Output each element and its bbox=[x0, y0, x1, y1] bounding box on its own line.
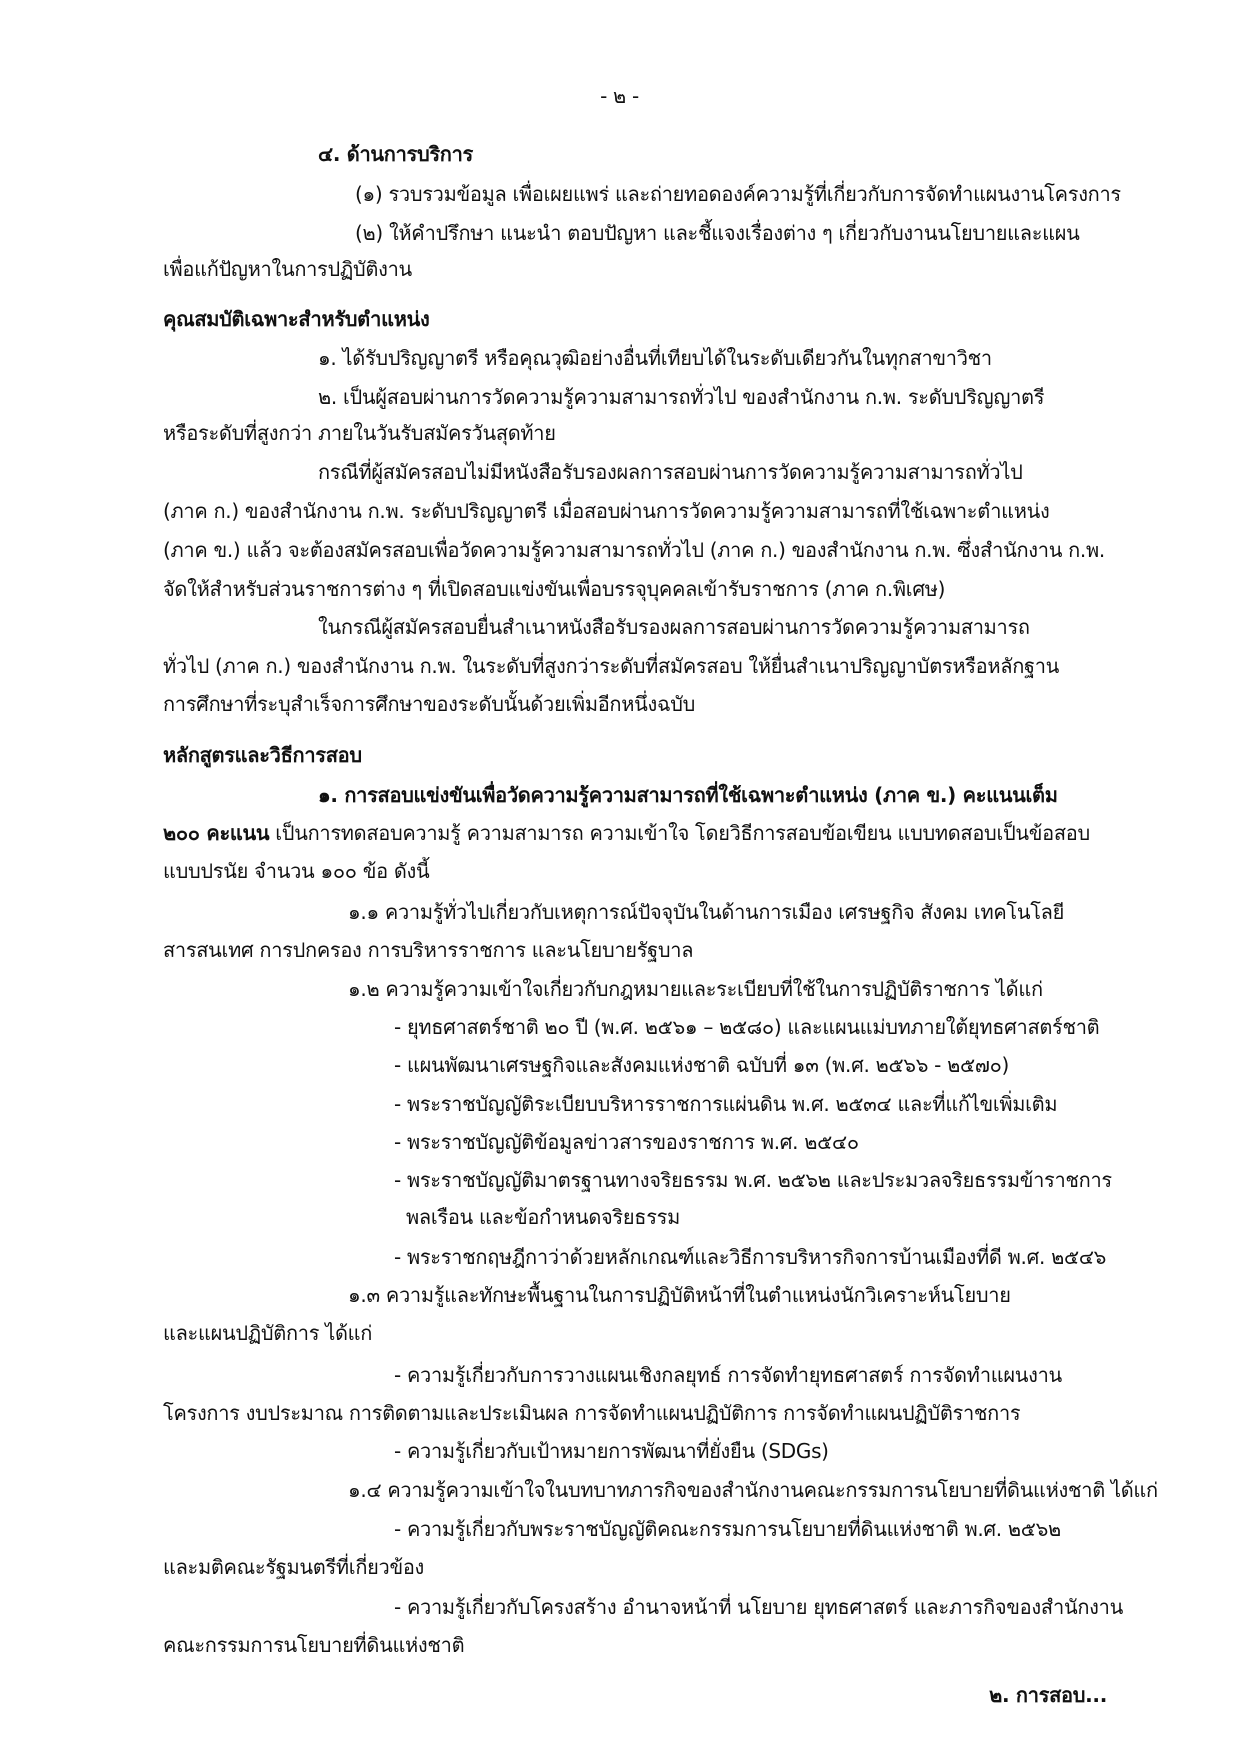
continuation-marker: ๒. การสอบ... bbox=[989, 1683, 1107, 1707]
section-4-item-1: (๑) รวบรวมข้อมูล เพื่อเผยแพร่ และถ่ายทอดองค์ความรู้ที่เกี่ยวกับการจัดทำแผนงานโครงการ bbox=[355, 182, 1121, 206]
law-item-5-continued: พลเรือน และข้อกำหนดจริยธรรม bbox=[406, 1205, 680, 1229]
qualification-para-2-line-1: ในกรณีผู้สมัครสอบยื่นสำเนาหนังสือรับรองผลการสอบผ่านการวัดความรู้ความสามารถ bbox=[318, 615, 1030, 639]
subsection-1-3-line-2: และแผนปฏิบัติการ ได้แก่ bbox=[163, 1321, 373, 1345]
subsection-1-2: ๑.๒ ความรู้ความเข้าใจเกี่ยวกับกฎหมายและระเบียบที่ใช้ในการปฏิบัติราชการ ได้แก่ bbox=[348, 977, 1043, 1001]
qualification-para-1-line-3: (ภาค ข.) แล้ว จะต้องสมัครสอบเพื่อวัดความรู้ความสามารถทั่วไป (ภาค ก.) ของสำนักงาน ก.พ. ซึ่งสำนักงาน ก.พ. bbox=[163, 538, 1105, 562]
qualification-item-2-line-2: หรือระดับที่สูงกว่า ภายในวันรับสมัครวันสุดท้าย bbox=[163, 421, 556, 445]
law-item-3: - พระราชบัญญัติระเบียบบริหารราชการแผ่นดิน พ.ศ. ๒๕๓๔ และที่แก้ไขเพิ่มเติม bbox=[394, 1092, 1058, 1116]
curriculum-item-1-line-2 bbox=[163, 819, 1090, 847]
law-item-4: - พระราชบัญญัติข้อมูลข่าวสารของราชการ พ.ศ. ๒๕๔๐ bbox=[394, 1130, 859, 1154]
qualification-para-2-line-3: การศึกษาที่ระบุสำเร็จการศึกษาของระดับนั้นด้วยเพิ่มอีกหนึ่งฉบับ bbox=[163, 692, 696, 716]
subsection-1-3-line-1: ๑.๓ ความรู้และทักษะพื้นฐานในการปฏิบัติหน้าที่ในตำแหน่งนักวิเคราะห์นโยบาย bbox=[348, 1283, 1011, 1307]
curriculum-item-1-line-2-rest: เป็นการทดสอบความรู้ ความสามารถ ความเข้าใจ โดยวิธีการสอบข้อเขียน แบบทดสอบเป็นข้อสอบ bbox=[269, 821, 1090, 845]
subsection-1-4-item-2-line-2: คณะกรรมการนโยบายที่ดินแห่งชาติ bbox=[163, 1633, 465, 1657]
curriculum-heading: หลักสูตรและวิธีการสอบ bbox=[163, 743, 362, 767]
page-number: - ๒ - bbox=[600, 84, 639, 108]
subsection-1-3-item-1-line-1: - ความรู้เกี่ยวกับการวางแผนเชิงกลยุทธ์ การจัดทำยุทธศาสตร์ การจัดทำแผนงาน bbox=[394, 1363, 1062, 1387]
law-item-5: - พระราชบัญญัติมาตรฐานทางจริยธรรม พ.ศ. ๒๕๖๒ และประมวลจริยธรรมข้าราชการ bbox=[394, 1168, 1112, 1192]
qualification-item-1: ๑. ได้รับปริญญาตรี หรือคุณวุฒิอย่างอื่นที่เทียบได้ในระดับเดียวกันในทุกสาขาวิชา bbox=[318, 346, 992, 370]
law-item-1: - ยุทธศาสตร์ชาติ ๒๐ ปี (พ.ศ. ๒๕๖๑ – ๒๕๘๐) และแผนแม่บทภายใต้ยุทธศาสตร์ชาติ bbox=[394, 1015, 1100, 1039]
subsection-1-4-item-2-line-1: - ความรู้เกี่ยวกับโครงสร้าง อำนาจหน้าที่ นโยบาย ยุทธศาสตร์ และภารกิจของสำนักงาน bbox=[394, 1595, 1123, 1619]
subsection-1-4-item-1-line-2: และมติคณะรัฐมนตรีที่เกี่ยวข้อง bbox=[163, 1555, 425, 1579]
curriculum-item-1-line-3: แบบปรนัย จำนวน ๑๐๐ ข้อ ดังนี้ bbox=[163, 859, 430, 883]
qualification-para-2-line-2: ทั่วไป (ภาค ก.) ของสำนักงาน ก.พ. ในระดับที่สูงกว่าระดับที่สมัครสอบ ให้ยื่นสำเนาปริญญาบัตรหรือหลักฐาน bbox=[163, 654, 1060, 678]
qualification-para-1-line-4: จัดให้สำหรับส่วนราชการต่าง ๆ ที่เปิดสอบแข่งขันเพื่อบรรจุบุคคลเข้ารับราชการ (ภาค ก.พิเศษ) bbox=[163, 577, 946, 601]
law-item-6: - พระราชกฤษฎีกาว่าด้วยหลักเกณฑ์และวิธีการบริหารกิจการบ้านเมืองที่ดี พ.ศ. ๒๕๔๖ bbox=[394, 1245, 1107, 1269]
qualification-item-2-line-1: ๒. เป็นผู้สอบผ่านการวัดความรู้ความสามารถทั่วไป ของสำนักงาน ก.พ. ระดับปริญญาตรี bbox=[318, 385, 1045, 409]
full-score-label: ๒๐๐ คะแนน bbox=[163, 821, 270, 845]
subsection-1-1-line-2: สารสนเทศ การปกครอง การบริหารราชการ และนโยบายรัฐบาล bbox=[163, 938, 694, 962]
subsection-1-4: ๑.๔ ความรู้ความเข้าใจในบทบาทภารกิจของสำนักงานคณะกรรมการนโยบายที่ดินแห่งชาติ ได้แก่ bbox=[348, 1478, 1158, 1502]
qualifications-heading: คุณสมบัติเฉพาะสำหรับตำแหน่ง bbox=[163, 307, 430, 331]
qualification-para-1-line-2: (ภาค ก.) ของสำนักงาน ก.พ. ระดับปริญญาตรี เมื่อสอบผ่านการวัดความรู้ความสามารถที่ใช้เฉพาะตำแหน่ง bbox=[163, 499, 1050, 523]
law-item-2: - แผนพัฒนาเศรษฐกิจและสังคมแห่งชาติ ฉบับที่ ๑๓ (พ.ศ. ๒๕๖๖ - ๒๕๗๐) bbox=[394, 1053, 1009, 1077]
curriculum-item-1-line-1: ๑. การสอบแข่งขันเพื่อวัดความรู้ความสามารถที่ใช้เฉพาะตำแหน่ง (ภาค ข.) คะแนนเต็ม bbox=[318, 783, 1058, 807]
section-4-item-2-line-2: เพื่อแก้ปัญหาในการปฏิบัติงาน bbox=[163, 257, 412, 281]
section-4-heading: ๔. ด้านการบริการ bbox=[318, 142, 473, 166]
section-4-item-2-line-1: (๒) ให้คำปรึกษา แนะนำ ตอบปัญหา และชี้แจงเรื่องต่าง ๆ เกี่ยวกับงานนโยบายและแผน bbox=[355, 221, 1080, 245]
subsection-1-3-item-2: - ความรู้เกี่ยวกับเป้าหมายการพัฒนาที่ยั่งยืน (SDGs) bbox=[394, 1439, 829, 1463]
subsection-1-1-line-1: ๑.๑ ความรู้ทั่วไปเกี่ยวกับเหตุการณ์ปัจจุบันในด้านการเมือง เศรษฐกิจ สังคม เทคโนโลยี bbox=[348, 900, 1065, 924]
subsection-1-4-item-1-line-1: - ความรู้เกี่ยวกับพระราชบัญญัติคณะกรรมการนโยบายที่ดินแห่งชาติ พ.ศ. ๒๕๖๒ bbox=[394, 1517, 1061, 1541]
qualification-para-1-line-1: กรณีที่ผู้สมัครสอบไม่มีหนังสือรับรองผลการสอบผ่านการวัดความรู้ความสามารถทั่วไป bbox=[318, 460, 1023, 484]
subsection-1-3-item-1-line-2: โครงการ งบประมาณ การติดตามและประเมินผล การจัดทำแผนปฏิบัติการ การจัดทำแผนปฏิบัติราชการ bbox=[163, 1401, 1021, 1425]
